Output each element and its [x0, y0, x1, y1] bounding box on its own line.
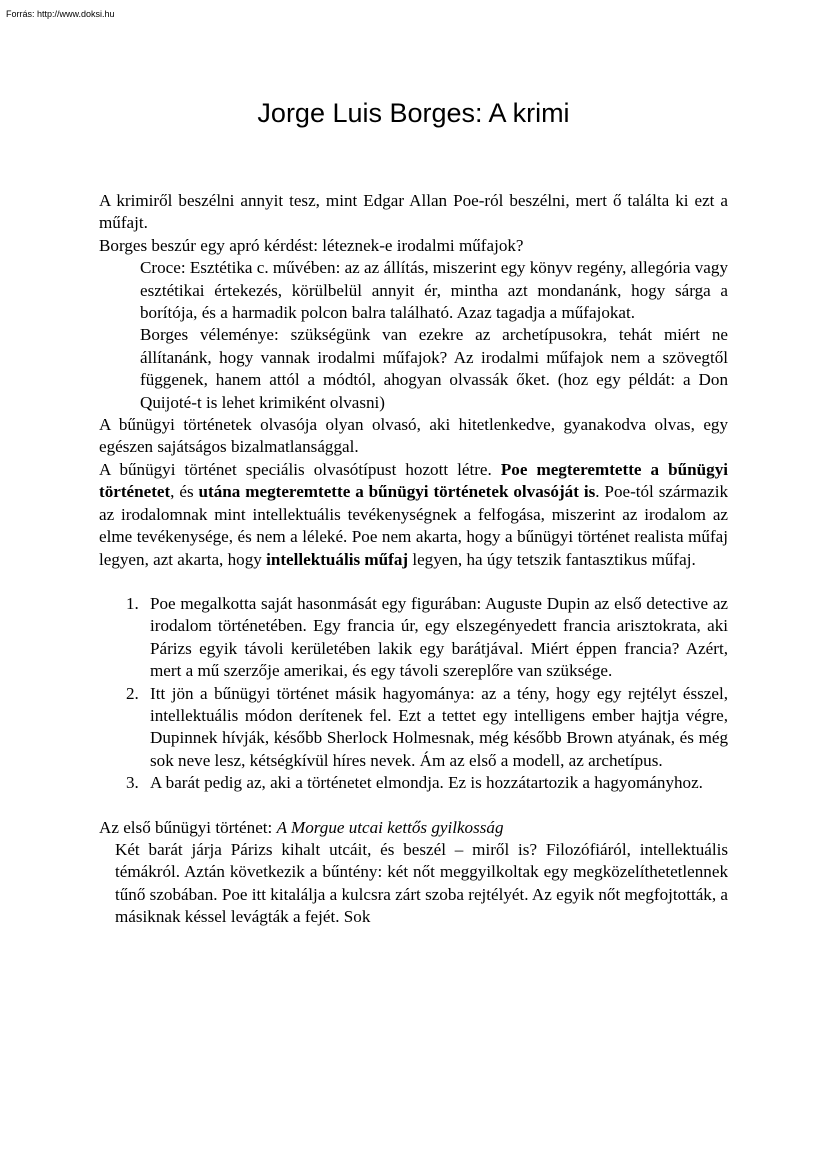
section-heading — [99, 817, 728, 839]
bold-run: intellektuális műfaj — [266, 549, 409, 569]
text-run: , és — [170, 482, 199, 502]
numbered-list — [99, 593, 728, 795]
list-number: 3. — [126, 773, 139, 793]
text-run: . Poe-tól származik az irodalomnak mint intellektuális tevékenységnek a felfogása, miszerint az irodalom az elme tevékenysége, és nem a léleké. Poe nem akarta, hogy a bűnügyi történet realista műfaj legyen, azt akarta, hogy — [99, 482, 729, 569]
bold-run: Poe megteremtette a bűnügyi történetet — [99, 459, 728, 502]
paragraph-reader-type — [99, 459, 728, 571]
spacer — [99, 571, 728, 593]
paragraph-croce: Croce: Esztétika c. művében: az az állítás, miszerint egy könyv regény, allegória vagy esztétikai értekezés, körülbelül annyit ér, mintha azt mondanánk, hogy sárga a borítója, és a harmadik polcon balra található. Azaz tagadja a műfajokat. — [140, 258, 728, 323]
paragraph-question: Borges beszúr egy apró kérdést: léteznek-e irodalmi műfajok? — [99, 235, 524, 255]
list-item-text: A barát pedig az, aki a történetet elmondja. Ez is hozzátartozik a hagyományhoz. — [150, 773, 703, 793]
list-item — [99, 593, 728, 683]
paragraph-intro: A krimiről beszélni annyit tesz, mint Edgar Allan Poe-ról beszélni, mert ő találta ki ezt a műfajt. — [99, 191, 728, 233]
list-number: 2. — [126, 683, 139, 703]
paragraph-reader: A bűnügyi történetek olvasója olyan olvasó, aki hitetlenkedve, gyanakodva olvas, egy egészen sajátságos bizalmatlansággal. — [99, 415, 728, 457]
paragraph-borges-opinion: Borges véleménye: szükségünk van ezekre az archetípusokra, tehát miért ne állítanánk, hogy vannak irodalmi műfajok? Az irodalmi műfajok nem a szövegtől függenek, hanem attól a módtól, ahogyan olvassák őket. (hoz egy példát: a Don Quijoté-t is lehet krimiként olvasni) — [140, 325, 728, 412]
list-item — [99, 683, 728, 773]
list-number: 1. — [126, 593, 139, 613]
bold-run: utána megteremtette a bűnügyi történetek olvasóját is — [198, 482, 596, 502]
document-body — [99, 190, 728, 929]
text-run: A bűnügyi történet speciális olvasótípust hozott létre. — [99, 459, 501, 479]
list-item — [99, 772, 728, 794]
spacer — [99, 795, 728, 817]
list-item-text: Itt jön a bűnügyi történet másik hagyománya: az a tény, hogy egy rejtélyt ésszel, intellektuális módon derítenek fel. Ezt a tettet egy intelligens ember hajtja végre, Dupinnek hívják, később Sherlock Holmesnak, még később Brown atyának, és még sok neve lesz, kétségkívül híres nevek. Ám az első a modell, az archetípus. — [150, 683, 728, 770]
source-url: Forrás: http://www.doksi.hu — [6, 9, 115, 19]
work-title: A Morgue utcai kettős gyilkosság — [276, 817, 504, 837]
list-item-text: Poe megalkotta saját hasonmását egy figurában: Auguste Dupin az első detective az irodalom történetében. Egy francia úr, egy elszegényedett francia arisztokrata, aki Párizs egyik távoli kerületében lakik egy barátjával. Miért éppen francia? Azért, mert a mű szerzője amerikai, és egy távoli szereplőre van szüksége. — [150, 593, 728, 681]
paragraph-story: Két barát járja Párizs kihalt utcáit, és beszél – miről is? Filozófiáról, intellektuális témákról. Aztán következik a bűntény: két nőt meggyilkoltak egy megközelíthetetlennek tűnő szobában. Poe itt kitalálja a kulcsra zárt szoba rejtélyét. Az egyik nőt megfojtották, a másiknak késsel levágták a fejét. Sok — [115, 839, 728, 927]
page-title: Jorge Luis Borges: A krimi — [257, 98, 570, 128]
text-run: legyen, ha úgy tetszik fantasztikus műfaj. — [408, 549, 696, 569]
section-label: Az első bűnügyi történet: — [99, 817, 277, 837]
